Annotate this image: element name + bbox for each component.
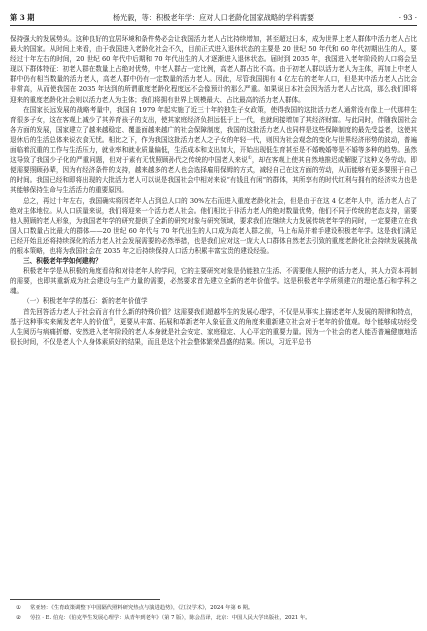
- header-rule: [10, 25, 417, 26]
- footnotes: [10, 603, 417, 623]
- article-body: [10, 34, 417, 347]
- body-paragraph: 首先回答活力老人于社会而言有什么新的特殊价值？这需要我们超越毕生的发展心理学，不仅是从事实上描述老年人发展的规律和特点，基于这种事实来阐发老年人的价值②，更要从丰富、拓展和革新老年人象征意义的角度来重新建立社会对于老年的价值观。每个能够成功经受人生阅历与病痛折磨、安然进入老年阶段的老人本身就是社会安定、家庭稳定、人心平定的重要力量。因为一个社会的老人能否普遍健康地活很长时间，不仅是老人个人身体素质好的结果，而且是这个社会整体繁荣昌盛的结果。所以，习近平总书: [10, 307, 417, 346]
- body-paragraph: 保持强大的发展势头。这种良好的宜居环境和条件势必会让我国活力老人占比持续增加，甚至超过日本，成为世界上老人群体中活力老人占比最大的国家。从时间上来看，由于我国进入老龄化社会不久，目前正式进入退休状态的主要是 20 世纪 50 年代和 60 年代初期出生的人，要经过十年左右的时间，20 世纪 60 年代中后期和 70 年代出生的人才逐渐进入退休状态。届时到 2035 年，我国进入老年阶段的人口将会呈现以下群体特征：初老人群在数量上占绝对优势，中老人群占一定比例，高老人群占比不高。由于初老人群以活力老人为主体，再加上中老人群中仍有相当数量的活力老人，高老人群中仍有一定数量的活力老人。因此，尽管我国拥有 4 亿左右的老年人口，但是其中活力老人占比会非常高，从而使我国在 2035 年达到的所谓重度老龄化程度远不会像预计的那么严重。如果说日本社会因为活力老人占比高，那么我们即将迎来的重度老龄化社会则以活力老人为主体；我们将拥有世界上规模最大、占比最高的活力老人群体。: [10, 35, 417, 104]
- body-paragraph: 积极老年学是从积极的角度看待和对待老年人的学问，它的主要研究对象是仍能独立生活、不需要他人照护的活力老人，其人力资本再制的需要，也即其重新成为社会建设与生产力量的需要，必然要求首先建立全新的老年价值学。这是积极老年学所须建立的理论基石和学科之魂。: [10, 267, 417, 296]
- footnote-mark: ②: [16, 615, 21, 621]
- footnote: [10, 603, 417, 613]
- body-paragraph: 总之，再过十年左右，我国确实将因老年人占到总人口的 30%左右而进入重度老龄化社会，但是由于在这 4 亿老年人中，活力老人占了绝对主体地位。从人口质量来说，我们将迎来一个活力老人社会。他们相比于非活力老人的绝对数量优势，他们不同于传统的老态支持，需要他人照顾的老人形象，为我国老年学的研究提供了全新的研究对象与研究领域，要求我们在继续大力发展传统老年学的同时，一定要建立在我国人口数量占比最大的群体——20 世纪 60 年代与 70 年代出生的人口成为高老人群之前，马上布局并着手建设积极老年学。这是我们满足已经开始且还将持续深化的活力老人社会发展需要的必然举措，也是我们应对这一庞大人口群体自然老去引致的重度老龄化社会持续发展挑战的根本策略，也将为我国社会在 2035 年之后持续保持人口活力积累丰富宝贵的建设经验。: [10, 196, 417, 255]
- footnote-rule: [10, 599, 160, 600]
- subsection-heading: （一）积极老年学的基石：新的老年价值学: [23, 297, 148, 306]
- footnote-mark: ①: [16, 605, 21, 611]
- issue-label: 第 3 期: [10, 13, 35, 22]
- running-header: [10, 12, 417, 26]
- footnote: [10, 613, 417, 623]
- running-title: 杨光毅，等：积极老年学：应对人口老龄化国家战略的学科需要: [112, 13, 315, 22]
- page-number: · 93 ·: [398, 13, 417, 22]
- body-paragraph: 在国家长远发展的战略考量中，我国自 1979 年起实施了近三十年的独生子女政策，使得我国的这批活力老人通常没有像上一代那样生育很多子女，这在客观上减少了其养育孩子的支出，使其家庭经济负担远低于上一代，也就间接增加了其经济财富。与此同时，伴随我国社会各方面的发展，国家建立了越来越稳定、覆盖面越来越广的社会保障制度，我国的这批活力老人也同样是这些保障制度的最先受益者，这使其退休后的生活总体来说衣食无忧。相比之下，作为我国这批活力老人之子女的年轻一代，则因为社会观念的变化与世界经济形势的波动，普遍面临着沉重的工作与生活压力，就业率和就业质量偏低，生活成本和支出加大，开始出现低生育甚至是不婚晚婚等是不婚等多种的趋势。虽然这导致了我国少子化的严重问题，但对于素有无忧照顾孙代之传统的中国老人来说①，却在客观上使其自然地推迟或解脱了这种义务劳动。即便需要照顾孙辈，因为有经济条件的支持，越来越多的老人也会选择雇用保姆的方式，减轻自己在这方面的劳动，从而能够有更多要照于自己的时间。我国已经和即将出现的大批活力老人可以说是我国社会中相对来说“有钱且有闲”的群体，其所享有的时代红利与拥有的经济实力也是其能够保持生命与生活活力的重要原因。: [10, 105, 417, 195]
- footnote-text: 常亚轻：《生育政策调整下中国隔代照料研究热点与演进趋势》，《江汉学术》，2024 年第 6 期。: [30, 605, 254, 611]
- footnote-text: 劳拉 · E. 伯克：《伯克毕生发展心理学：从青年到老年》（第 7 版），陈会昌译，北京：中国人民大学出版社，2021 年。: [30, 615, 311, 621]
- section-heading: 三、积极老年学如何建构？: [23, 257, 102, 266]
